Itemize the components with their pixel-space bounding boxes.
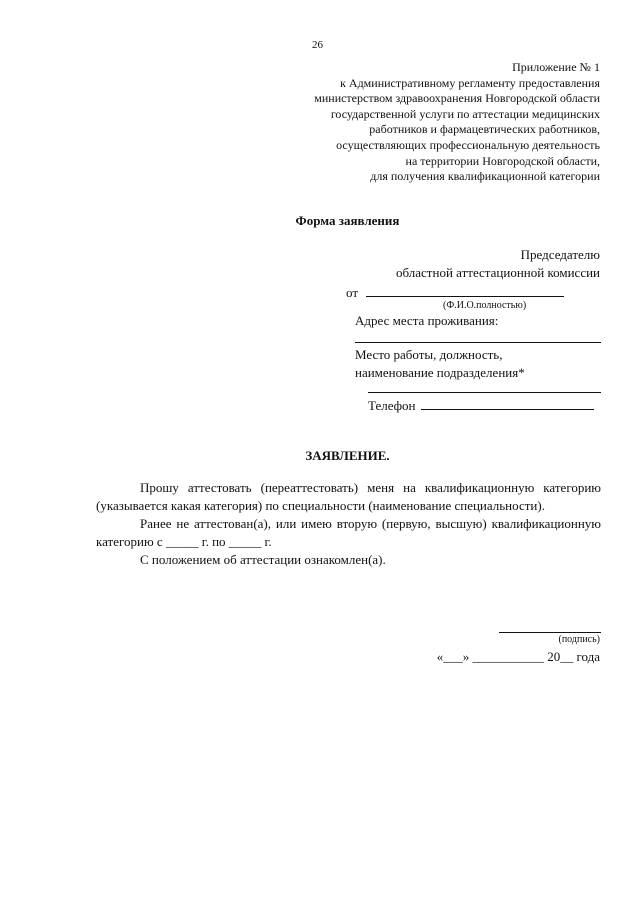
- work-label-line: наименование подразделения*: [355, 365, 525, 380]
- statement-body: [96, 479, 601, 569]
- fio-blank-line[interactable]: [366, 284, 564, 297]
- from-label: от: [346, 285, 359, 300]
- appendix-header: [270, 60, 600, 185]
- appendix-line: к Административному регламенту предоставления: [340, 75, 600, 90]
- addressee-line: Председателю: [520, 247, 600, 262]
- appendix-line: на территории Новгородской области,: [405, 153, 600, 168]
- signature-hint: (подпись): [558, 634, 600, 645]
- form-title: Форма заявления: [295, 213, 400, 228]
- body-paragraph: С положением об аттестации ознакомлен(а).: [140, 552, 386, 567]
- statement-heading: ЗАЯВЛЕНИЕ.: [305, 448, 390, 463]
- phone-label: Телефон: [368, 398, 416, 413]
- appendix-line: для получения квалификационной категории: [370, 169, 600, 184]
- body-paragraph: Ранее не аттестован(а), или имею вторую (первую, высшую) квалификационную категорию с _____ г. по _____ г.: [96, 516, 601, 549]
- appendix-line: работников и фармацевтических работников,: [369, 122, 600, 137]
- appendix-title: Приложение № 1: [512, 60, 600, 74]
- addressee-block: [396, 246, 600, 282]
- appendix-line: государственной услуги по аттестации медицинских: [330, 106, 600, 121]
- address-blank-line[interactable]: [355, 342, 601, 343]
- fio-hint: (Ф.И.О.полностью): [443, 300, 527, 311]
- date-line: «___» ___________ 20__ года: [436, 649, 600, 664]
- phone-row: [368, 397, 594, 414]
- work-label: [355, 346, 525, 382]
- appendix-line: министерством здравоохранения Новгородской области: [314, 91, 600, 106]
- addressee-line: областной аттестационной комиссии: [395, 265, 600, 280]
- page-number: 26: [312, 39, 323, 51]
- phone-blank-line[interactable]: [421, 397, 594, 410]
- address-label: Адрес места проживания:: [355, 313, 499, 328]
- from-row: [346, 284, 564, 301]
- signature-blank-line[interactable]: [499, 632, 601, 633]
- appendix-line: осуществляющих профессиональную деятельность: [336, 137, 600, 152]
- work-label-line: Место работы, должность,: [355, 347, 503, 362]
- work-blank-line[interactable]: [368, 392, 601, 393]
- body-paragraph: Прошу аттестовать (переаттестовать) меня на квалификационную категорию (указывается какая категория) по специальности (наименование специальности).: [96, 480, 601, 513]
